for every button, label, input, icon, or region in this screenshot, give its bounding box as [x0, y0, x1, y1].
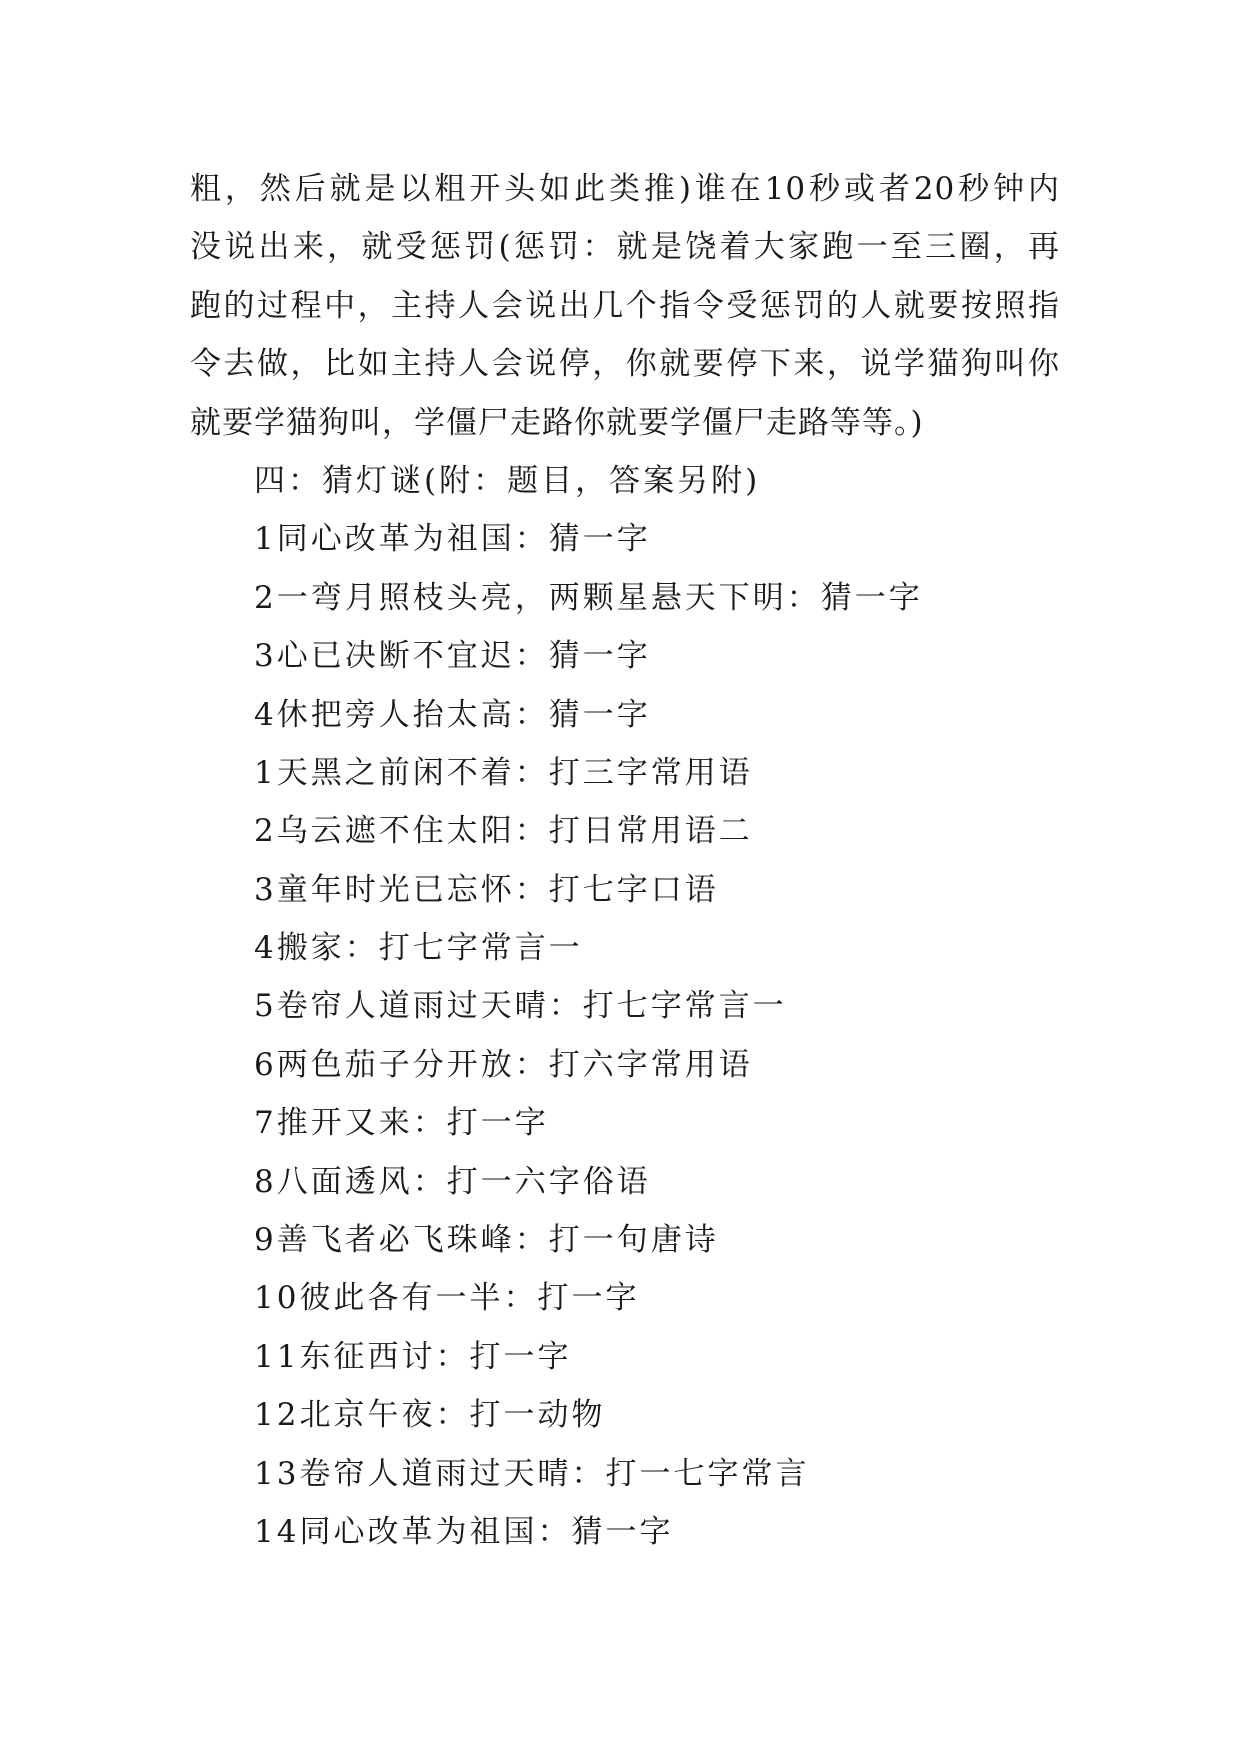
paragraph-line: 粗，然后就是以粗开头如此类推)谁在10秒或者20秒钟内	[190, 171, 1060, 207]
paragraph-line: 跑的过程中，主持人会说出几个指令受惩罚的人就要按照指	[190, 287, 1060, 324]
paragraph-line: 就要学猫狗叫，学僵尸走路你就要学僵尸走路等等。)	[190, 404, 924, 441]
riddle-item: 1天黑之前闲不着：打三字常用语	[254, 754, 753, 791]
riddle-item: 12北京午夜：打一动物	[254, 1397, 606, 1434]
paragraph	[190, 160, 1060, 452]
riddle-item: 6两色茄子分开放：打六字常用语	[254, 1046, 753, 1083]
riddle-item: 4搬家：打七字常言一	[254, 930, 583, 967]
riddle-item: 4休把旁人抬太高：猜一字	[254, 696, 651, 733]
paragraph-line: 令去做，比如主持人会说停，你就要停下来，说学猫狗叫你	[190, 346, 1060, 383]
riddle-item: 1同心改革为祖国：猜一字	[254, 521, 651, 558]
riddle-item: 3童年时光已忘怀：打七字口语	[254, 871, 719, 908]
riddle-item: 10彼此各有一半：打一字	[254, 1280, 640, 1317]
riddle-item: 14同心改革为祖国：猜一字	[254, 1513, 674, 1550]
riddle-item: 5卷帘人道雨过天晴：打七字常言一	[254, 988, 787, 1025]
riddle-item: 9善飞者必飞珠峰：打一句唐诗	[254, 1222, 719, 1259]
riddle-item: 11东征西讨：打一字	[254, 1338, 572, 1375]
riddle-list	[190, 510, 1060, 1561]
riddle-item: 2乌云遮不住太阳：打日常用语二	[254, 813, 753, 850]
riddle-item: 2一弯月照枝头亮，两颗星悬天下明：猜一字	[254, 579, 923, 616]
section-heading: 四：猜灯谜(附：题目，答案另附)	[254, 462, 761, 499]
riddle-item: 8八面透风：打一六字俗语	[254, 1163, 651, 1200]
riddle-item: 13卷帘人道雨过天晴：打一七字常言	[254, 1455, 810, 1492]
paragraph-line: 没说出来，就受惩罚(惩罚：就是饶着大家跑一至三圈，再	[190, 229, 1060, 266]
document-body	[190, 160, 1060, 1561]
riddle-item: 7推开又来：打一字	[254, 1105, 549, 1142]
riddle-item: 3心已决断不宜迟：猜一字	[254, 638, 651, 675]
